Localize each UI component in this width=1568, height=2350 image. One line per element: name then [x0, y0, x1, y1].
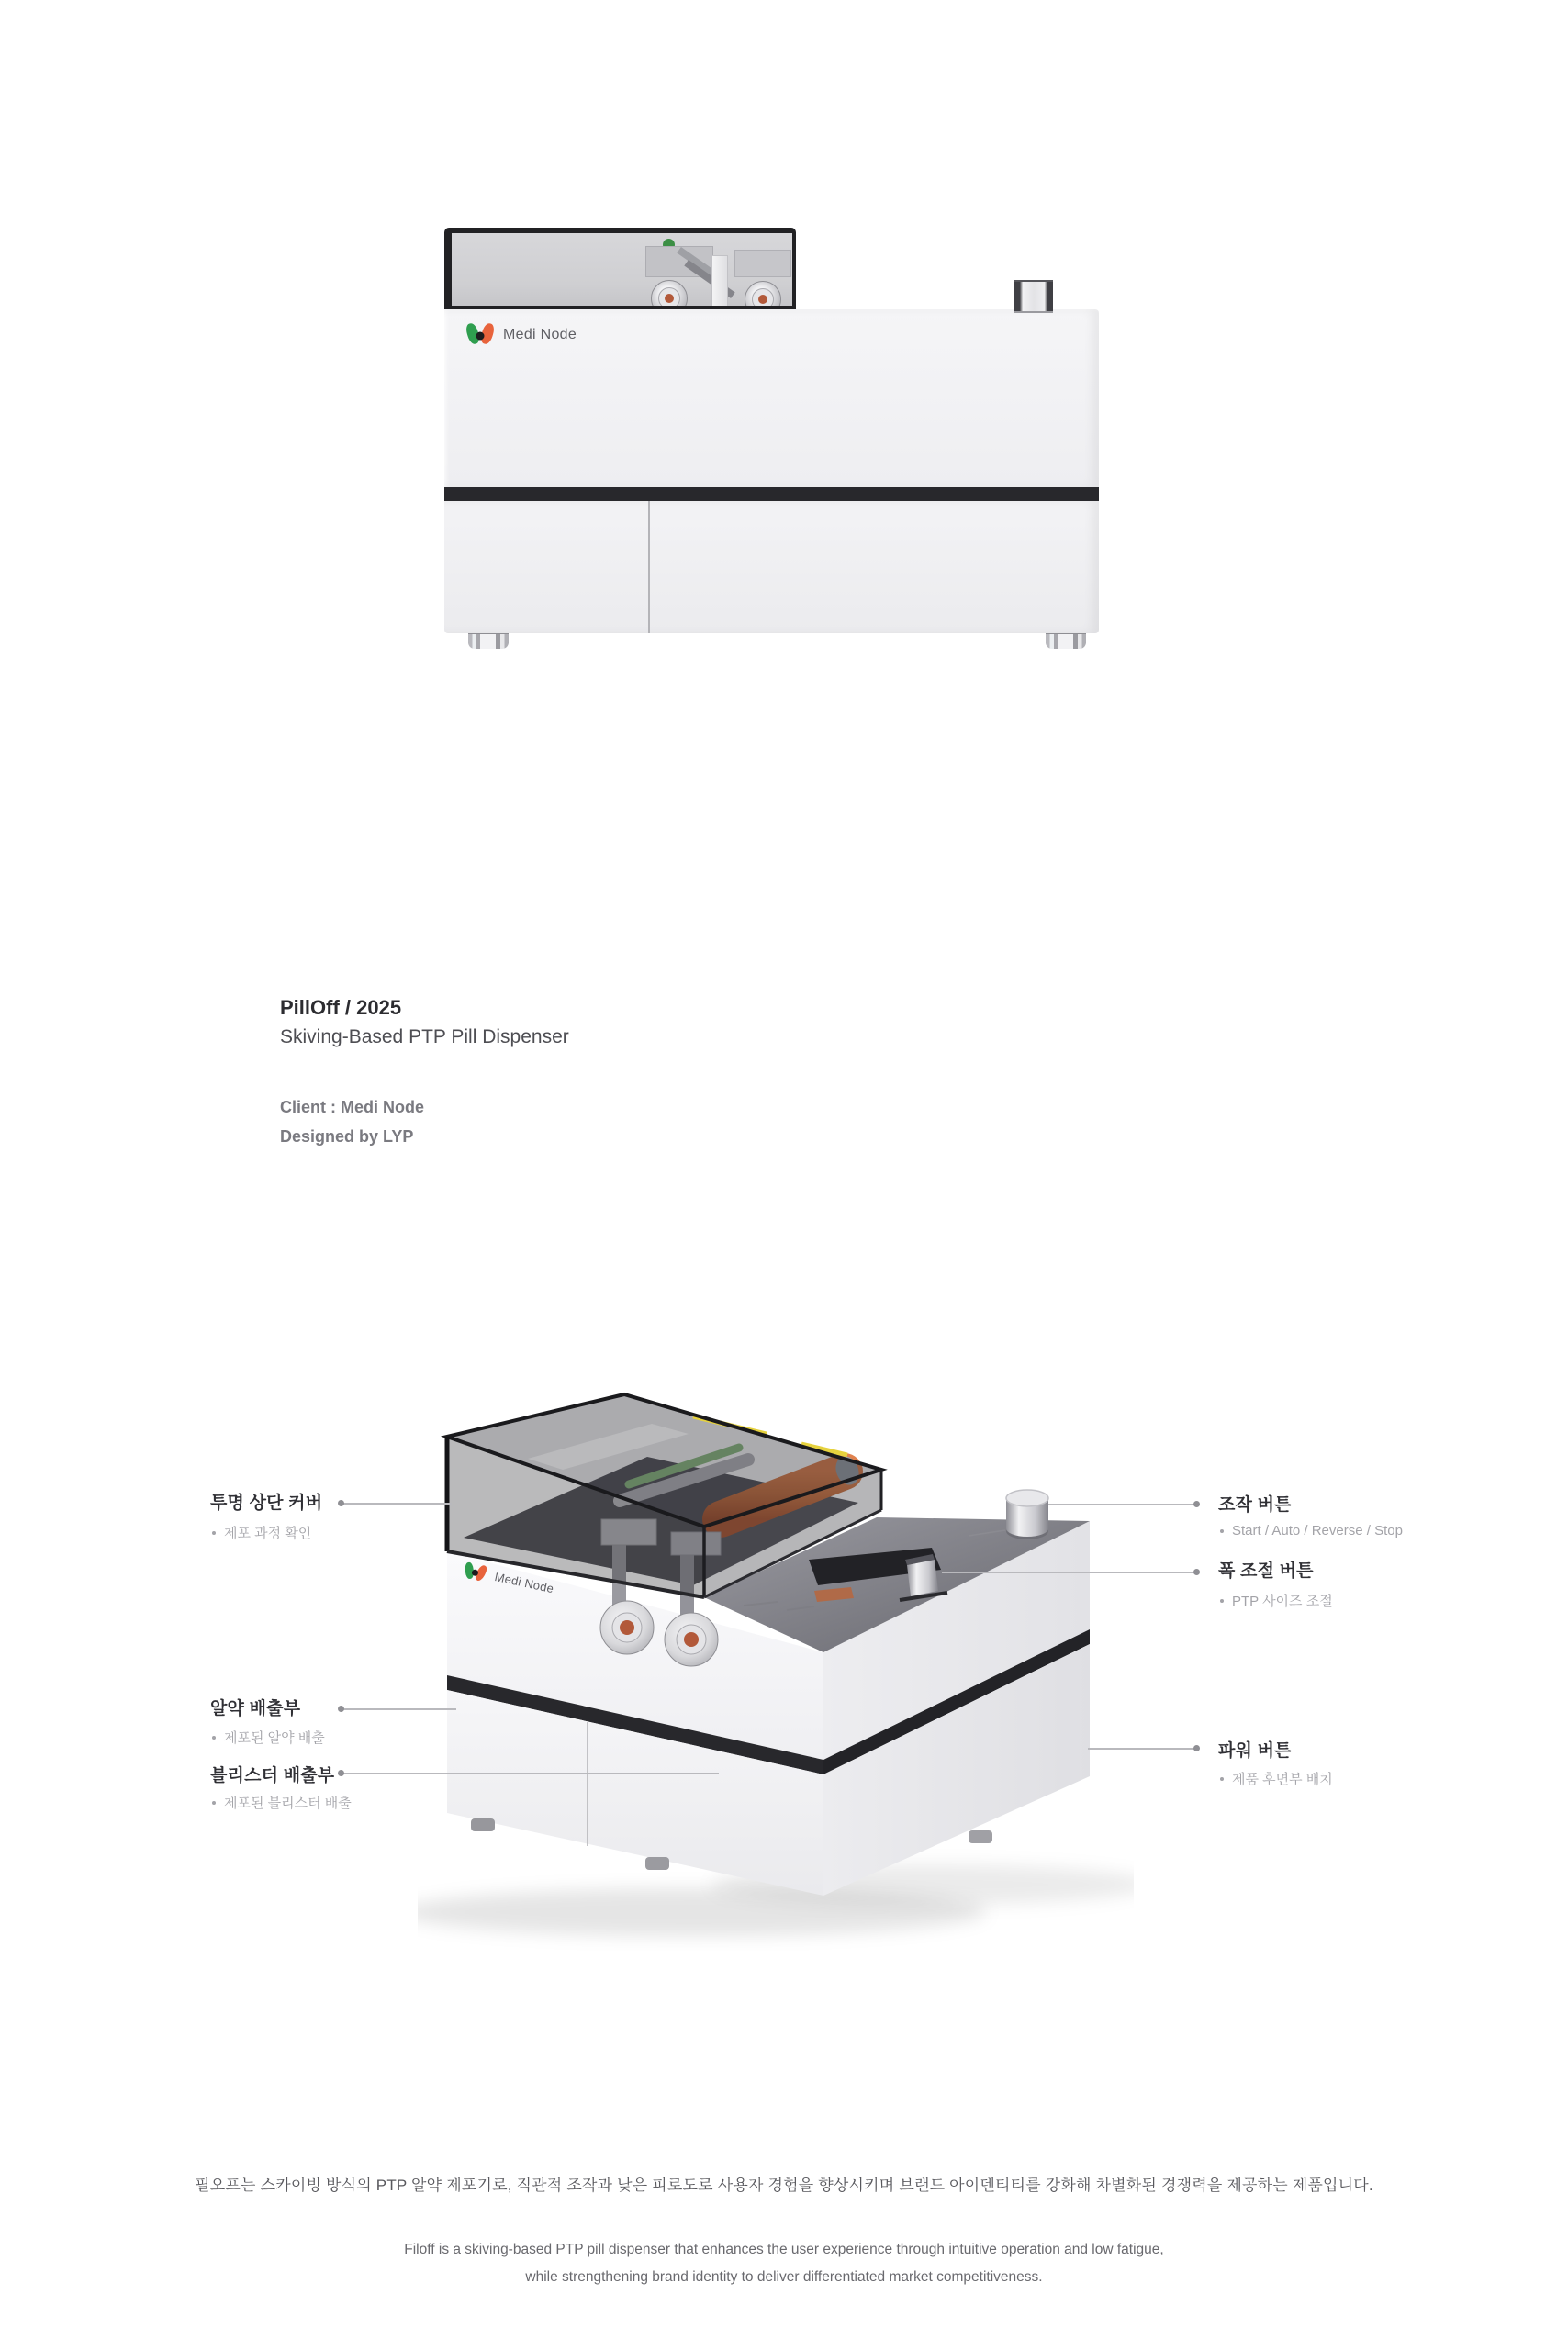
product-front-view — [444, 228, 1099, 659]
machine-foot-right — [1046, 633, 1086, 649]
width-lever — [907, 1560, 938, 1596]
power-knob-front — [1014, 280, 1053, 313]
annotation-desc-blister-outlet — [212, 1793, 352, 1812]
control-knob-top — [1006, 1490, 1048, 1506]
bullet-dot — [1220, 1529, 1224, 1533]
medi-node-logo-icon — [466, 322, 494, 347]
machine-foot — [645, 1857, 669, 1870]
annotation-label-pill-outlet: 알약 배출부 — [210, 1699, 301, 1718]
bullet-dot — [212, 1531, 216, 1535]
drawer-seam — [648, 501, 650, 633]
annotation-desc-text: 제품 후면부 배치 — [1232, 1772, 1333, 1787]
page-title: PillOff / 2025 — [280, 996, 402, 1019]
bullet-dot — [1220, 1777, 1224, 1781]
bullet-dot — [212, 1736, 216, 1740]
machine-drawers-front — [444, 501, 1099, 633]
cover-interior — [452, 233, 792, 306]
leader-dot — [1193, 1501, 1200, 1507]
annotation-desc-text: 제포된 알약 배출 — [224, 1730, 325, 1746]
skiving-roller — [651, 280, 688, 306]
annotation-label-control-knob: 조작 버튼 — [1218, 1495, 1292, 1515]
leader-line-pill-outlet — [341, 1708, 456, 1710]
machine-body-front — [444, 309, 1099, 487]
medi-node-logo-text: Medi Node — [503, 326, 577, 342]
annotation-label-width-lever: 폭 조절 버튼 — [1218, 1561, 1314, 1581]
skiving-roller — [745, 281, 781, 306]
annotation-desc-control-knob — [1220, 1523, 1403, 1539]
footer-korean-description: 필오프는 스카이빙 방식의 PTP 알약 제포기로, 직관적 조작과 낮은 피로도로 사용자 경험을 향상시키며 브랜드 아이덴티티를 강화해 차별화된 경쟁력을 제공하는 제품입니다. — [195, 2177, 1373, 2194]
annotation-desc-text: PTP 사이즈 조절 — [1232, 1594, 1333, 1609]
leader-line-control-knob — [1048, 1504, 1196, 1505]
footer-english-line1: Filoff is a skiving-based PTP pill dispenser that enhances the user experience through intuitive operation and low fatigue, — [404, 2242, 1164, 2257]
product-perspective-view — [418, 1382, 1134, 1951]
machine-foot — [471, 1818, 495, 1831]
machine-foot — [969, 1830, 992, 1843]
leader-line-power-button — [1088, 1748, 1196, 1750]
annotation-desc-text: 제포된 블리스터 배출 — [224, 1796, 352, 1811]
machine-divider-band — [444, 487, 1099, 501]
annotation-label-power-button: 파워 버튼 — [1218, 1741, 1292, 1761]
feed-guide-bar — [711, 255, 728, 306]
leader-line-width-lever — [942, 1572, 1196, 1573]
bullet-dot — [1220, 1599, 1224, 1603]
leader-line-blister-outlet — [341, 1773, 719, 1774]
bullet-dot — [212, 1801, 216, 1805]
annotation-desc-power-button — [1220, 1769, 1333, 1788]
annotation-label-top-cover: 투명 상단 커버 — [210, 1494, 323, 1513]
skiving-roller-hub — [620, 1620, 634, 1635]
annotation-desc-text: 제포 과정 확인 — [224, 1526, 312, 1541]
machine-foot-left — [468, 633, 509, 649]
medi-node-logo-text: Medi Node — [493, 1570, 555, 1596]
footer-english-line2: while strengthening brand identity to deliver differentiated market competitiveness. — [525, 2269, 1043, 2285]
client-line: Client : Medi Node — [280, 1098, 424, 1116]
roller-bracket-plate — [734, 250, 791, 277]
leader-dot — [1193, 1745, 1200, 1751]
skiving-roller-hub — [684, 1632, 699, 1647]
annotation-desc-top-cover — [212, 1523, 311, 1542]
leader-dot — [1193, 1569, 1200, 1575]
leader-dot — [338, 1706, 344, 1712]
page-subtitle: Skiving-Based PTP Pill Dispenser — [280, 1026, 569, 1047]
leader-dot — [338, 1770, 344, 1776]
transparent-top-cover-front — [444, 228, 796, 309]
annotation-label-blister-outlet: 블리스터 배출부 — [210, 1766, 335, 1785]
leader-line-top-cover — [341, 1503, 452, 1505]
annotation-desc-width-lever — [1220, 1591, 1333, 1610]
leader-dot — [338, 1500, 344, 1506]
annotation-desc-text: Start / Auto / Reverse / Stop — [1232, 1523, 1403, 1539]
annotation-desc-pill-outlet — [212, 1728, 325, 1747]
designer-line: Designed by LYP — [280, 1127, 414, 1146]
medi-node-logo — [466, 322, 577, 347]
